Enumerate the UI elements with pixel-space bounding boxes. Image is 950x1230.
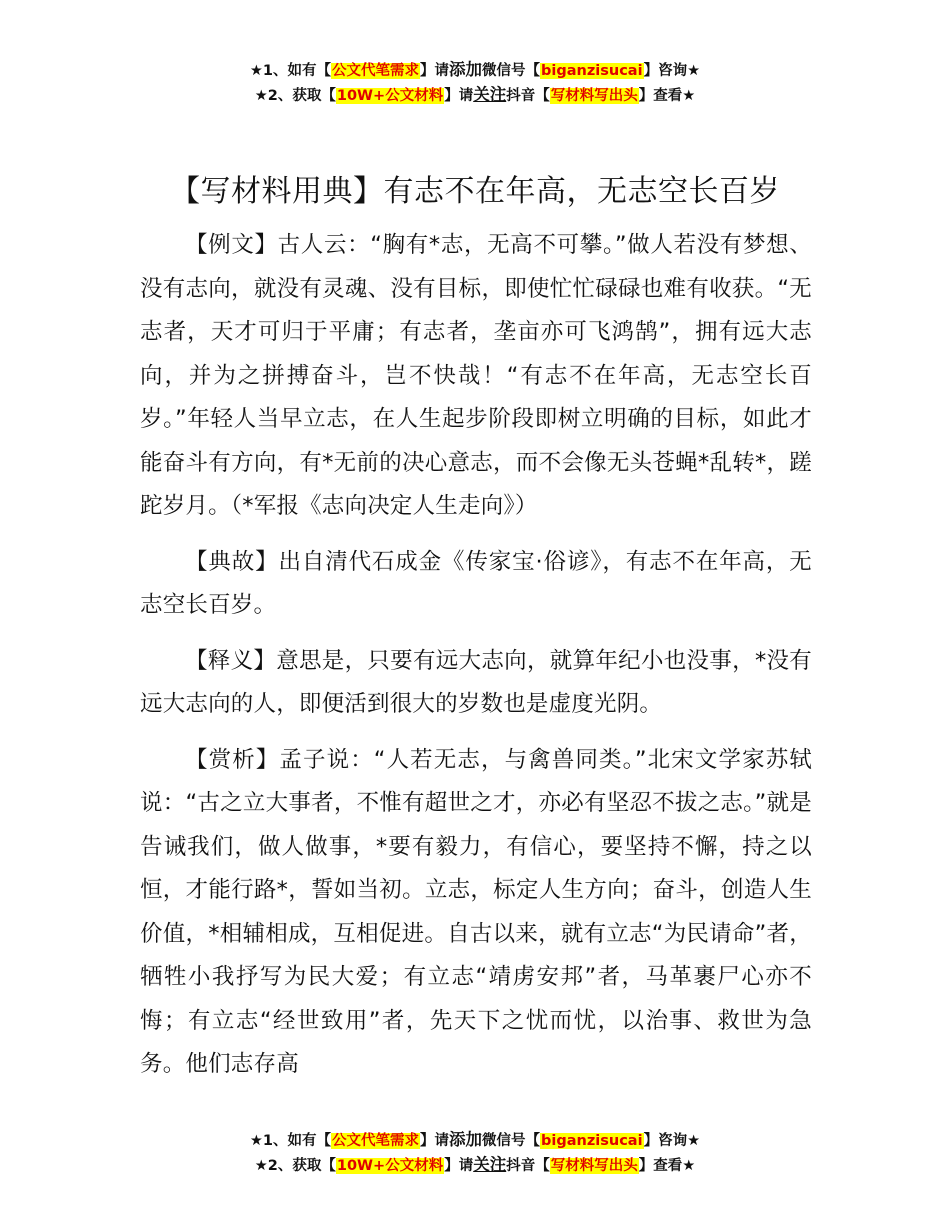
banner-text: 】请 — [420, 63, 450, 79]
banner-emphasis: 添加 — [449, 1130, 483, 1149]
banner-emphasis: 添加 — [449, 60, 483, 79]
banner-text: 】查看★ — [638, 88, 696, 104]
banner-text: ★2、获取【 — [254, 88, 336, 104]
article-body — [140, 224, 812, 1099]
banner-text: 】请 — [420, 1133, 450, 1149]
paragraph-analysis: 【赏析】孟子说：“人若无志，与禽兽同类。”北宋文学家苏轼说：“古之立大事者，不惟有超世之才，亦必有坚忍不拔之志。”就是告诫我们，做人做事，*要有毅力，有信心，要坚持不懈，持之以恒，才能行路*，誓如当初。立志，标定人生方向；奋斗，创造人生价值，*相辅相成，互相促进。自古以来，就有立志“为民请命”者，牺牲小我抒写为民大爱；有立志“靖虏安邦”者，马革裹尸心亦不悔；有立志“经世致用”者，先天下之忧而忧，以治事、救世为急务。他们志存高 — [140, 746, 812, 1077]
banner-highlight: 写材料写出头 — [550, 1158, 638, 1174]
banner-highlight: 公文代笔需求 — [332, 1133, 420, 1149]
banner-highlight: biganzisucai — [541, 63, 643, 79]
bottom-banner — [0, 1128, 950, 1178]
banner-text: 微信号【 — [482, 63, 541, 79]
banner-line-2 — [0, 83, 950, 108]
banner-emphasis: 关注 — [473, 1155, 507, 1174]
paragraph-example: 【例文】古人云：“胸有*志，无高不可攀。”做人若没有梦想、没有志向，就没有灵魂、没有目标，即使忙忙碌碌也难有收获。“无志者，天才可归于平庸；有志者，垄亩亦可飞鸿鹄”，拥有远大志向，并为之拼搏奋斗，岂不快哉！“有志不在年高，无志空长百岁。”年轻人当早立志，在人生起步阶段即树立明确的目标，如此才能奋斗有方向，有*无前的决心意志，而不会像无头苍蝇*乱转*，蹉跎岁月。（*军报《志向决定人生走向》） — [140, 232, 812, 519]
page-title: 【写材料用典】有志不在年高，无志空长百岁 — [170, 174, 780, 209]
banner-highlight: 10W+公文材料 — [336, 88, 444, 104]
banner-text: 抖音【 — [506, 1158, 550, 1174]
paragraph-meaning: 【释义】意思是，只要有远大志向，就算年纪小也没事，*没有远大志向的人，即便活到很大的岁数也是虚度光阴。 — [140, 647, 812, 717]
banner-text: ★2、获取【 — [254, 1158, 336, 1174]
banner-highlight: biganzisucai — [541, 1133, 643, 1149]
banner-highlight: 10W+公文材料 — [336, 1158, 444, 1174]
banner-text: ★1、如有【 — [249, 1133, 332, 1149]
banner-highlight: 公文代笔需求 — [332, 63, 420, 79]
banner-highlight: 写材料写出头 — [550, 88, 638, 104]
banner-text: 】查看★ — [638, 1158, 696, 1174]
banner-line-2 — [0, 1153, 950, 1178]
banner-line-1 — [0, 58, 950, 83]
banner-line-1 — [0, 1128, 950, 1153]
banner-text: 微信号【 — [482, 1133, 541, 1149]
banner-text: 】请 — [444, 1158, 474, 1174]
banner-text: 】咨询★ — [643, 63, 701, 79]
paragraph-allusion: 【典故】出自清代石成金《传家宝·俗谚》，有志不在年高，无志空长百岁。 — [140, 548, 812, 618]
banner-text: 】请 — [444, 88, 474, 104]
top-banner — [0, 58, 950, 108]
banner-emphasis: 关注 — [473, 85, 507, 104]
banner-text: 抖音【 — [506, 88, 550, 104]
banner-text: 】咨询★ — [643, 1133, 701, 1149]
banner-text: ★1、如有【 — [249, 63, 332, 79]
